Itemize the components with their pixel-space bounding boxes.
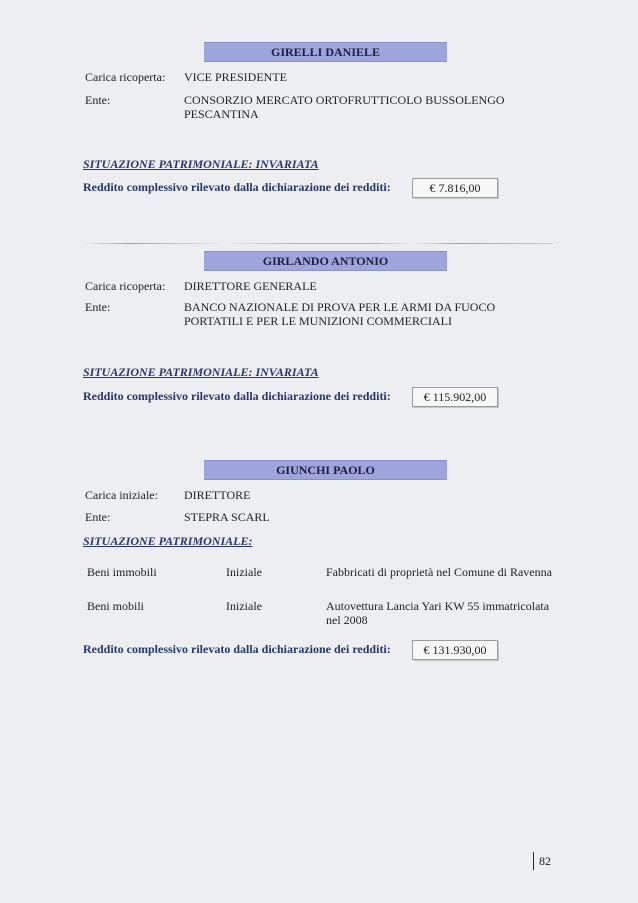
income-value: € 7.816,00 <box>412 178 498 198</box>
asset-description: Fabbricati di proprietà nel Comune di Ravenna <box>326 565 552 579</box>
entity-value-line-2: PORTATILI E PER LE MUNIZIONI COMMERCIALI <box>184 314 452 328</box>
income-label: Reddito complessivo rilevato dalla dichiarazione dei redditi: <box>83 389 391 403</box>
patrimonial-status-title: SITUAZIONE PATRIMONIALE: INVARIATA <box>83 157 319 171</box>
asset-type: Beni mobili <box>87 599 144 613</box>
entity-label: Ente: <box>85 300 111 314</box>
role-value: VICE PRESIDENTE <box>184 70 287 84</box>
entity-value-line-2: PESCANTINA <box>184 107 259 121</box>
entity-label: Ente: <box>85 93 111 107</box>
role-label: Carica ricoperta: <box>85 70 166 84</box>
asset-description-line-1: Autovettura Lancia Yari KW 55 immatricolata <box>326 599 550 613</box>
role-label: Carica iniziale: <box>85 488 158 502</box>
page-number: 82 <box>533 852 551 870</box>
income-value: € 131.930,00 <box>412 640 498 660</box>
role-value: DIRETTORE <box>184 488 251 502</box>
income-label: Reddito complessivo rilevato dalla dichiarazione dei redditi: <box>83 180 391 194</box>
person-name-banner: GIRELLI DANIELE <box>204 42 447 62</box>
entity-value-line-1: BANCO NAZIONALE DI PROVA PER LE ARMI DA FUOCO <box>184 300 496 314</box>
role-value: DIRETTORE GENERALE <box>184 279 317 293</box>
person-name-banner: GIUNCHI PAOLO <box>204 460 447 480</box>
person-name-banner: GIRLANDO ANTONIO <box>204 251 447 271</box>
entity-value-line-1: CONSORZIO MERCATO ORTOFRUTTICOLO BUSSOLENGO <box>184 93 505 107</box>
entity-label: Ente: <box>85 510 111 524</box>
income-value: € 115.902,00 <box>412 387 498 407</box>
role-label: Carica ricoperta: <box>85 279 166 293</box>
patrimonial-status-title: SITUAZIONE PATRIMONIALE: INVARIATA <box>83 365 319 379</box>
section-separator <box>83 243 553 244</box>
asset-status: Iniziale <box>226 599 262 613</box>
income-label: Reddito complessivo rilevato dalla dichiarazione dei redditi: <box>83 642 391 656</box>
patrimonial-status-title: SITUAZIONE PATRIMONIALE: <box>83 534 253 548</box>
asset-description-line-2: nel 2008 <box>326 613 368 627</box>
entity-value: STEPRA SCARL <box>184 510 270 524</box>
asset-status: Iniziale <box>226 565 262 579</box>
asset-type: Beni immobili <box>87 565 157 579</box>
